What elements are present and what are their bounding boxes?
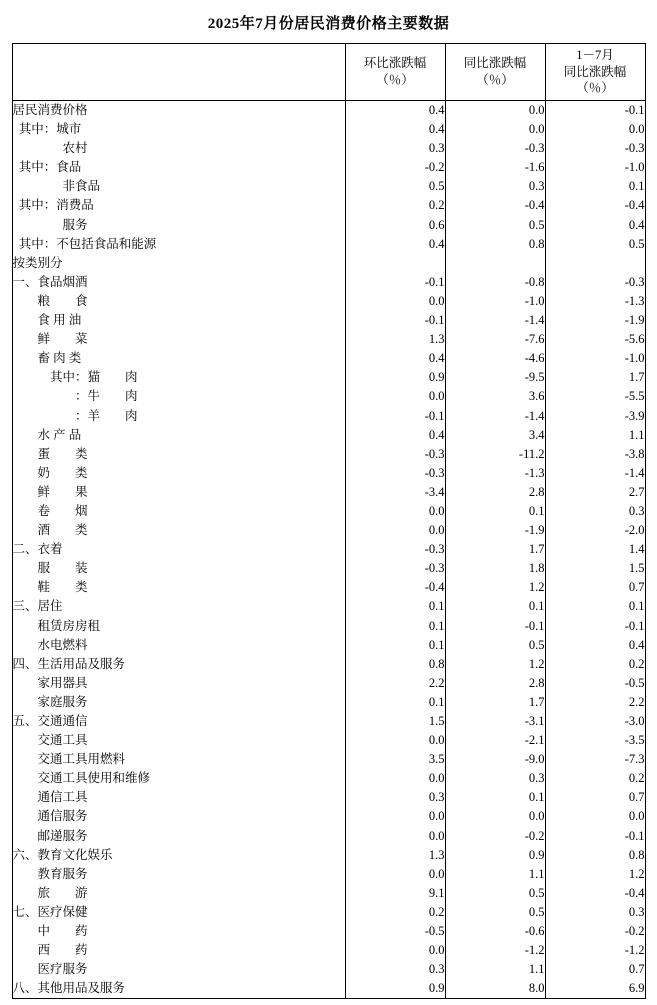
row-value-yoy: 0.0	[445, 120, 545, 139]
table-row	[12, 349, 645, 368]
row-label: 租赁房房租	[12, 617, 345, 636]
row-label: 交通工具用燃料	[12, 750, 345, 769]
row-value-mom: 0.1	[345, 636, 445, 655]
table-row	[12, 158, 645, 177]
header-ytd-line1: 1－7月	[576, 47, 614, 62]
row-value-mom: -3.4	[345, 483, 445, 502]
row-value-mom: 0.6	[345, 216, 445, 235]
row-value-ytd: 0.2	[545, 769, 645, 788]
header-ytd	[545, 44, 645, 101]
row-value-yoy: 0.5	[445, 884, 545, 903]
row-value-ytd: 0.1	[545, 597, 645, 616]
row-value-mom: 1.3	[345, 330, 445, 349]
table-row	[12, 827, 645, 846]
table-row	[12, 540, 645, 559]
row-value-mom: -0.4	[345, 578, 445, 597]
row-value-mom: 1.5	[345, 712, 445, 731]
header-label-column	[12, 44, 345, 101]
row-value-mom	[345, 254, 445, 273]
row-value-yoy: -4.6	[445, 349, 545, 368]
row-label: 通信工具	[12, 788, 345, 807]
row-value-yoy: -1.4	[445, 311, 545, 330]
row-value-mom: 0.8	[345, 655, 445, 674]
table-row	[12, 273, 645, 292]
row-value-yoy: -1.3	[445, 464, 545, 483]
table-row	[12, 636, 645, 655]
row-value-mom: -0.3	[345, 464, 445, 483]
row-value-ytd: 1.2	[545, 865, 645, 884]
row-value-mom: 0.3	[345, 960, 445, 979]
row-value-yoy: 8.0	[445, 979, 545, 999]
row-value-mom: -0.5	[345, 922, 445, 941]
table-row	[12, 464, 645, 483]
table-row	[12, 922, 645, 941]
row-value-yoy: 0.1	[445, 502, 545, 521]
table-row	[12, 674, 645, 693]
row-label: 交通工具	[12, 731, 345, 750]
row-value-ytd: -3.9	[545, 407, 645, 426]
row-label: 粮 食	[12, 292, 345, 311]
row-value-ytd: 2.7	[545, 483, 645, 502]
row-value-mom: 1.3	[345, 846, 445, 865]
table-row	[12, 426, 645, 445]
row-label: 一、食品烟酒	[12, 273, 345, 292]
row-label: 其中：不包括食品和能源	[12, 235, 345, 254]
row-value-mom: 0.4	[345, 426, 445, 445]
row-value-ytd: 1.7	[545, 368, 645, 387]
row-value-yoy: -9.5	[445, 368, 545, 387]
row-value-ytd: -0.2	[545, 922, 645, 941]
table-row	[12, 750, 645, 769]
table-row	[12, 177, 645, 196]
row-value-ytd: 0.4	[545, 216, 645, 235]
row-value-ytd: -1.4	[545, 464, 645, 483]
row-value-mom: 0.1	[345, 617, 445, 636]
row-value-ytd: -0.1	[545, 617, 645, 636]
cpi-data-table	[12, 43, 646, 999]
row-value-ytd: -0.1	[545, 827, 645, 846]
table-row	[12, 617, 645, 636]
table-row	[12, 521, 645, 540]
row-value-mom: 0.2	[345, 903, 445, 922]
row-value-yoy: 0.5	[445, 903, 545, 922]
row-value-ytd: 2.2	[545, 693, 645, 712]
row-value-yoy	[445, 254, 545, 273]
row-label: 食 用 油	[12, 311, 345, 330]
row-value-yoy: -0.2	[445, 827, 545, 846]
row-value-yoy: -1.0	[445, 292, 545, 311]
table-row	[12, 292, 645, 311]
row-value-yoy: 1.1	[445, 960, 545, 979]
row-label: 三、居住	[12, 597, 345, 616]
row-value-ytd: 0.0	[545, 807, 645, 826]
row-label: 畜 肉 类	[12, 349, 345, 368]
row-value-ytd: 0.1	[545, 177, 645, 196]
row-label: 四、生活用品及服务	[12, 655, 345, 674]
table-row	[12, 941, 645, 960]
row-value-mom: -0.1	[345, 407, 445, 426]
row-label: 鲜 果	[12, 483, 345, 502]
row-value-ytd: -1.0	[545, 349, 645, 368]
table-row	[12, 330, 645, 349]
row-value-mom: 0.0	[345, 827, 445, 846]
row-value-mom: 0.0	[345, 502, 445, 521]
row-value-mom: 0.3	[345, 788, 445, 807]
row-label: 服 装	[12, 559, 345, 578]
row-value-mom: 0.0	[345, 769, 445, 788]
row-value-yoy: -3.1	[445, 712, 545, 731]
table-row	[12, 865, 645, 884]
row-value-ytd: -0.1	[545, 101, 645, 121]
table-row	[12, 884, 645, 903]
row-label: 旅 游	[12, 884, 345, 903]
row-value-yoy: 2.8	[445, 483, 545, 502]
row-value-ytd: -0.3	[545, 273, 645, 292]
table-row	[12, 139, 645, 158]
row-value-ytd: -0.4	[545, 196, 645, 215]
table-row	[12, 483, 645, 502]
row-label: 服务	[12, 216, 345, 235]
row-value-yoy: 0.3	[445, 769, 545, 788]
table-row	[12, 979, 645, 999]
row-value-yoy: -0.8	[445, 273, 545, 292]
table-row	[12, 368, 645, 387]
row-label: 邮递服务	[12, 827, 345, 846]
row-value-yoy: 1.2	[445, 655, 545, 674]
header-yoy	[445, 44, 545, 101]
row-value-yoy: -0.3	[445, 139, 545, 158]
row-value-mom: -0.1	[345, 311, 445, 330]
table-row	[12, 578, 645, 597]
row-label: 七、医疗保健	[12, 903, 345, 922]
row-value-yoy: 0.1	[445, 788, 545, 807]
row-value-ytd: 1.4	[545, 540, 645, 559]
row-value-yoy: -0.6	[445, 922, 545, 941]
row-label: 农村	[12, 139, 345, 158]
table-header	[12, 44, 645, 101]
row-label: ：羊 肉	[12, 407, 345, 426]
table-row	[12, 655, 645, 674]
table-row	[12, 407, 645, 426]
table-row	[12, 196, 645, 215]
row-value-mom: 0.1	[345, 597, 445, 616]
row-label: 其中：猫 肉	[12, 368, 345, 387]
row-value-yoy: 0.3	[445, 177, 545, 196]
table-row	[12, 712, 645, 731]
row-value-yoy: -1.6	[445, 158, 545, 177]
table-row	[12, 597, 645, 616]
row-label: 水 产 品	[12, 426, 345, 445]
table-row	[12, 731, 645, 750]
header-ytd-line3: （％）	[576, 81, 614, 96]
row-value-yoy: 1.1	[445, 865, 545, 884]
row-value-mom: 0.3	[345, 139, 445, 158]
row-value-mom: 0.2	[345, 196, 445, 215]
row-label: 鲜 菜	[12, 330, 345, 349]
row-value-mom: 0.0	[345, 807, 445, 826]
row-label: 教育服务	[12, 865, 345, 884]
row-value-mom: 0.4	[345, 349, 445, 368]
header-mom	[345, 44, 445, 101]
row-value-ytd: -5.5	[545, 387, 645, 406]
row-label: 医疗服务	[12, 960, 345, 979]
row-value-ytd: -1.9	[545, 311, 645, 330]
row-value-yoy: 0.8	[445, 235, 545, 254]
row-value-yoy: -7.6	[445, 330, 545, 349]
row-value-mom: 0.0	[345, 941, 445, 960]
row-label: 通信服务	[12, 807, 345, 826]
table-row	[12, 807, 645, 826]
table-row	[12, 235, 645, 254]
row-value-mom: -0.1	[345, 273, 445, 292]
row-value-mom: 0.5	[345, 177, 445, 196]
row-value-yoy: 1.2	[445, 578, 545, 597]
row-value-ytd: 6.9	[545, 979, 645, 999]
row-value-yoy: 1.7	[445, 693, 545, 712]
row-label: 卷 烟	[12, 502, 345, 521]
row-label: 八、其他用品及服务	[12, 979, 345, 999]
row-value-ytd: 0.5	[545, 235, 645, 254]
row-value-ytd: 1.5	[545, 559, 645, 578]
table-row	[12, 693, 645, 712]
row-label: 二、衣着	[12, 540, 345, 559]
row-label: 中 药	[12, 922, 345, 941]
row-value-yoy: -9.0	[445, 750, 545, 769]
row-value-mom: 0.0	[345, 731, 445, 750]
row-value-ytd: -0.3	[545, 139, 645, 158]
row-value-ytd: -7.3	[545, 750, 645, 769]
table-row	[12, 559, 645, 578]
table-row	[12, 960, 645, 979]
row-value-ytd: -1.3	[545, 292, 645, 311]
table-row	[12, 311, 645, 330]
row-value-ytd: -3.8	[545, 445, 645, 464]
row-label: 西 药	[12, 941, 345, 960]
row-value-yoy: 0.0	[445, 807, 545, 826]
row-label: 鞋 类	[12, 578, 345, 597]
row-value-ytd: 0.0	[545, 120, 645, 139]
table-row	[12, 846, 645, 865]
row-label: 奶 类	[12, 464, 345, 483]
row-label: 交通工具使用和维修	[12, 769, 345, 788]
row-value-mom: 0.9	[345, 368, 445, 387]
row-value-ytd	[545, 254, 645, 273]
row-label: 居民消费价格	[12, 101, 345, 121]
row-value-ytd: -3.0	[545, 712, 645, 731]
table-row	[12, 101, 645, 121]
row-value-ytd: 0.3	[545, 502, 645, 521]
row-value-yoy: 3.6	[445, 387, 545, 406]
row-value-mom: 0.0	[345, 865, 445, 884]
row-value-yoy: 1.7	[445, 540, 545, 559]
row-value-mom: 0.0	[345, 521, 445, 540]
table-row	[12, 788, 645, 807]
row-value-yoy: -0.4	[445, 196, 545, 215]
row-value-mom: 0.0	[345, 387, 445, 406]
row-value-ytd: -1.2	[545, 941, 645, 960]
row-value-ytd: 0.4	[545, 636, 645, 655]
row-label: 其中：消费品	[12, 196, 345, 215]
row-value-mom: -0.3	[345, 540, 445, 559]
row-label: 家用器具	[12, 674, 345, 693]
row-value-yoy: -1.4	[445, 407, 545, 426]
row-value-yoy: 1.8	[445, 559, 545, 578]
row-value-yoy: 3.4	[445, 426, 545, 445]
table-row	[12, 120, 645, 139]
table-header-row	[12, 44, 645, 101]
row-value-mom: 0.4	[345, 101, 445, 121]
row-label: 六、教育文化娱乐	[12, 846, 345, 865]
table-row	[12, 769, 645, 788]
row-label: 其中：城市	[12, 120, 345, 139]
row-value-ytd: 0.7	[545, 960, 645, 979]
row-label: 非食品	[12, 177, 345, 196]
row-label: 其中：食品	[12, 158, 345, 177]
header-mom-line1: 环比涨跌幅	[363, 56, 427, 71]
row-value-mom: 0.1	[345, 693, 445, 712]
row-value-yoy: -1.9	[445, 521, 545, 540]
row-value-mom: 9.1	[345, 884, 445, 903]
header-mom-line2: （％）	[376, 73, 414, 87]
row-value-yoy: -1.2	[445, 941, 545, 960]
row-label: ：牛 肉	[12, 387, 345, 406]
row-value-ytd: 0.7	[545, 788, 645, 807]
row-value-yoy: -2.1	[445, 731, 545, 750]
row-value-ytd: -0.5	[545, 674, 645, 693]
row-value-yoy: -0.1	[445, 617, 545, 636]
row-value-ytd: 0.2	[545, 655, 645, 674]
row-value-mom: -0.3	[345, 445, 445, 464]
row-value-ytd: -2.0	[545, 521, 645, 540]
row-value-yoy: 2.8	[445, 674, 545, 693]
table-row	[12, 254, 645, 273]
row-value-mom: 2.2	[345, 674, 445, 693]
table-row	[12, 216, 645, 235]
row-value-mom: 0.0	[345, 292, 445, 311]
table-row	[12, 445, 645, 464]
row-value-yoy: 0.1	[445, 597, 545, 616]
table-row	[12, 502, 645, 521]
table-row	[12, 903, 645, 922]
row-label: 家庭服务	[12, 693, 345, 712]
row-value-ytd: 1.1	[545, 426, 645, 445]
row-value-yoy: 0.9	[445, 846, 545, 865]
header-yoy-line2: （％）	[476, 73, 514, 87]
table-body	[12, 101, 645, 999]
row-label: 五、交通通信	[12, 712, 345, 731]
row-value-mom: -0.2	[345, 158, 445, 177]
row-value-ytd: 0.3	[545, 903, 645, 922]
row-value-ytd: 0.7	[545, 578, 645, 597]
header-ytd-line2: 同比涨跌幅	[563, 64, 627, 79]
page-title: 2025年7月份居民消费价格主要数据	[207, 16, 450, 32]
row-label: 酒 类	[12, 521, 345, 540]
row-value-yoy: 0.5	[445, 636, 545, 655]
row-value-mom: 0.4	[345, 120, 445, 139]
row-value-ytd: -0.4	[545, 884, 645, 903]
row-label: 蛋 类	[12, 445, 345, 464]
row-value-yoy: 0.5	[445, 216, 545, 235]
row-value-yoy: -11.2	[445, 445, 545, 464]
row-value-mom: -0.3	[345, 559, 445, 578]
row-value-ytd: -5.6	[545, 330, 645, 349]
row-label: 按类别分	[12, 254, 345, 273]
row-value-ytd: 0.8	[545, 846, 645, 865]
table-row	[12, 387, 645, 406]
row-value-mom: 0.4	[345, 235, 445, 254]
row-value-ytd: -3.5	[545, 731, 645, 750]
row-value-ytd: -1.0	[545, 158, 645, 177]
row-value-mom: 0.9	[345, 979, 445, 999]
row-label: 水电燃料	[12, 636, 345, 655]
header-yoy-line1: 同比涨跌幅	[463, 56, 527, 71]
row-value-yoy: 0.0	[445, 101, 545, 121]
row-value-mom: 3.5	[345, 750, 445, 769]
